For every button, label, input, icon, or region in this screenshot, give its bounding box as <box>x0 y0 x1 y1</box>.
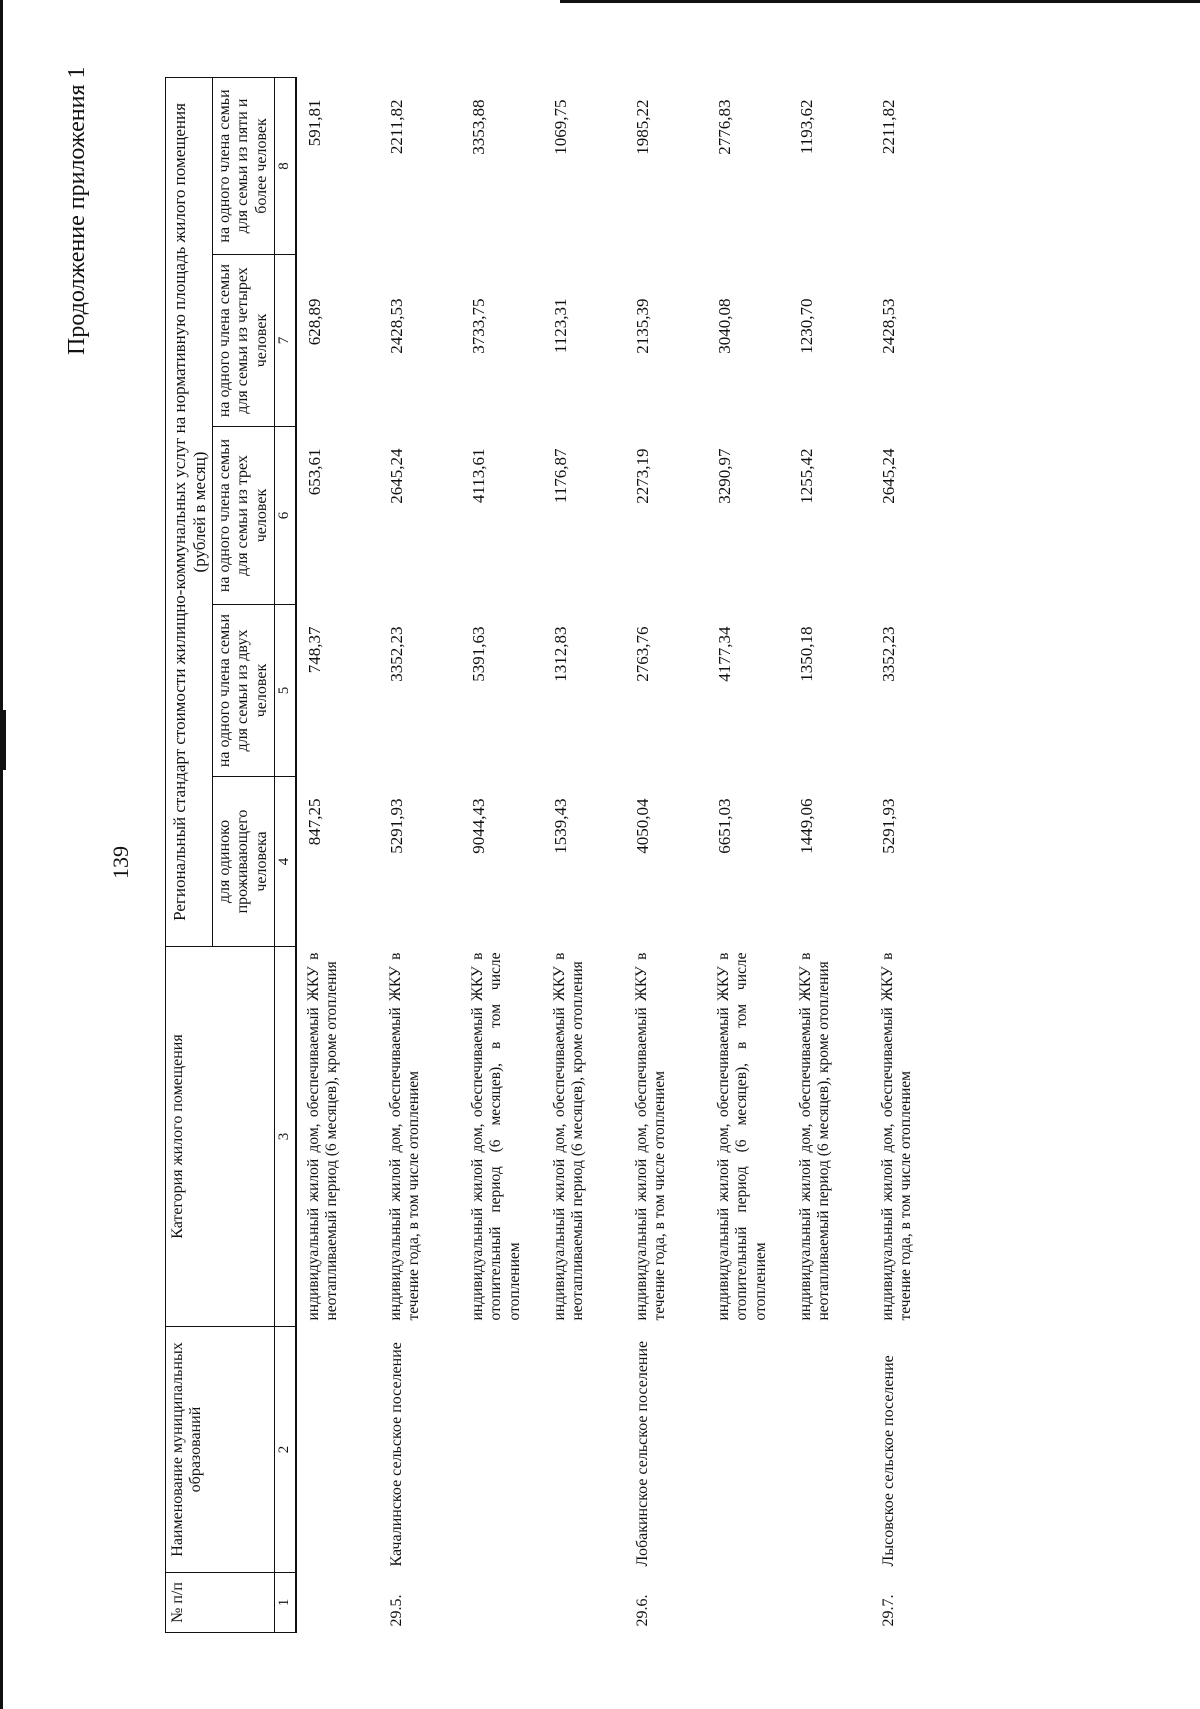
row-municipality <box>296 1327 379 1573</box>
value-two: 3352,23 <box>386 626 406 682</box>
header-municipality: Наименование муниципальных образований <box>166 1327 275 1573</box>
value-three: 2645,24 <box>878 448 898 504</box>
value-two: 1312,83 <box>550 626 570 682</box>
value-five-plus: 2211,82 <box>878 99 898 155</box>
value-two: 1350,18 <box>796 626 816 682</box>
column-number: 2 <box>275 1327 296 1573</box>
column-number: 8 <box>275 77 296 254</box>
row-category: индивидуальный жилой дом, обеспечиваемый ЖКУ в неотапливаемый период (6 месяцев), кроме отопления <box>304 952 341 1321</box>
value-five-plus: 2776,83 <box>714 99 734 155</box>
row-category: индивидуальный жилой дом, обеспечиваемый ЖКУ в течение года, в том числе отоплением <box>878 952 915 1321</box>
header-category: Категория жилого помещения <box>166 947 275 1327</box>
row-category: индивидуальный жилой дом, обеспечиваемый ЖКУ в течение года, в том числе отоплением <box>632 952 669 1321</box>
row-municipality <box>543 1327 625 1573</box>
row-municipality: Качалинское сельское поселение <box>387 1342 405 1567</box>
column-number: 4 <box>275 777 296 947</box>
header-num: № п/п <box>166 1573 275 1633</box>
value-four: 2135,39 <box>632 298 652 354</box>
table-row <box>461 77 543 1632</box>
column-number: 6 <box>275 427 296 605</box>
column-number-row <box>275 77 296 1632</box>
value-four: 1230,70 <box>796 298 816 354</box>
row-municipality <box>461 1327 543 1573</box>
value-single: 4050,04 <box>632 798 652 854</box>
value-single: 847,25 <box>304 798 324 846</box>
header-col4: для одиноко проживающего человека <box>213 777 275 947</box>
value-five-plus: 3353,88 <box>468 99 488 155</box>
header-col8: на одного члена семьи для семьи из пяти и более человек <box>213 77 275 254</box>
value-single: 6651,03 <box>714 798 734 854</box>
value-three: 2273,19 <box>632 448 652 504</box>
page-number: 139 <box>108 846 133 879</box>
value-single: 5291,93 <box>878 798 898 854</box>
value-four: 1123,31 <box>550 298 570 354</box>
header-standard-title: Региональный стандарт стоимости жилищно-коммунальных услуг на нормативную площадь жилого помещения (рублей в месяц) <box>166 77 213 946</box>
value-three: 3290,97 <box>714 448 734 504</box>
row-municipality: Лобакинское сельское поселение <box>633 1340 651 1567</box>
row-number: 29.6. <box>633 1594 651 1627</box>
value-three: 2645,24 <box>386 448 406 504</box>
row-number <box>707 1573 789 1633</box>
row-category: индивидуальный жилой дом, обеспечиваемый ЖКУ в течение года, в том числе отоплением <box>386 952 423 1321</box>
header-col7: на одного члена семьи для семьи из четырех человек <box>213 255 275 427</box>
column-number: 3 <box>275 947 296 1327</box>
value-three: 1255,42 <box>796 448 816 504</box>
value-two: 748,37 <box>304 626 324 674</box>
column-number: 7 <box>275 255 296 427</box>
header-col6: на одного члена семьи для семьи из трех человек <box>213 427 275 605</box>
value-two: 3352,23 <box>878 626 898 682</box>
column-number: 5 <box>275 605 296 777</box>
table-row <box>625 77 707 1632</box>
row-number: 29.5. <box>387 1594 405 1627</box>
value-single: 1539,43 <box>550 798 570 854</box>
row-number: 29.7. <box>879 1594 897 1627</box>
value-five-plus: 2211,82 <box>386 99 406 155</box>
value-four: 2428,53 <box>878 298 898 354</box>
row-category: индивидуальный жилой дом, обеспечиваемый ЖКУ в отопительный период (6 месяцев), в том числе отоплением <box>714 952 769 1321</box>
value-four: 628,89 <box>304 298 324 346</box>
row-number <box>461 1573 543 1633</box>
row-number <box>543 1573 625 1633</box>
header-col5: на одного члена семьи для семьи из двух человек <box>213 605 275 777</box>
row-category: индивидуальный жилой дом, обеспечиваемый ЖКУ в неотапливаемый период (6 месяцев), кроме отопления <box>550 952 587 1321</box>
value-single: 1449,06 <box>796 798 816 854</box>
value-two: 2763,76 <box>632 626 652 682</box>
row-category: индивидуальный жилой дом, обеспечиваемый ЖКУ в отопительный период (6 месяцев), в том числе отоплением <box>468 952 523 1321</box>
row-number <box>296 1573 379 1633</box>
table-row <box>379 77 461 1632</box>
value-three: 653,61 <box>304 448 324 496</box>
row-municipality <box>707 1327 789 1573</box>
standards-table <box>165 77 953 1633</box>
value-two: 4177,34 <box>714 626 734 682</box>
appendix-caption: Продолжение приложения 1 <box>64 66 90 355</box>
row-number <box>789 1573 871 1633</box>
value-five-plus: 591,81 <box>304 99 324 147</box>
value-two: 5391,63 <box>468 626 488 682</box>
value-three: 4113,61 <box>468 448 488 504</box>
row-municipality: Лысовское сельское поселение <box>879 1355 897 1567</box>
row-category: индивидуальный жилой дом, обеспечиваемый ЖКУ в неотапливаемый период (6 месяцев), кроме отопления <box>796 952 833 1321</box>
value-five-plus: 1985,22 <box>632 99 652 155</box>
table-row <box>871 77 953 1632</box>
table-row <box>707 77 789 1632</box>
table-row <box>789 77 871 1632</box>
value-single: 5291,93 <box>386 798 406 854</box>
row-municipality <box>789 1327 871 1573</box>
table-row <box>296 77 379 1632</box>
value-five-plus: 1069,75 <box>550 99 570 155</box>
value-four: 3040,08 <box>714 298 734 354</box>
value-single: 9044,43 <box>468 798 488 854</box>
value-four: 2428,53 <box>386 298 406 354</box>
table-row <box>543 77 625 1632</box>
value-five-plus: 1193,62 <box>796 99 816 155</box>
value-three: 1176,87 <box>550 448 570 504</box>
column-number: 1 <box>275 1573 296 1633</box>
value-four: 3733,75 <box>468 298 488 354</box>
